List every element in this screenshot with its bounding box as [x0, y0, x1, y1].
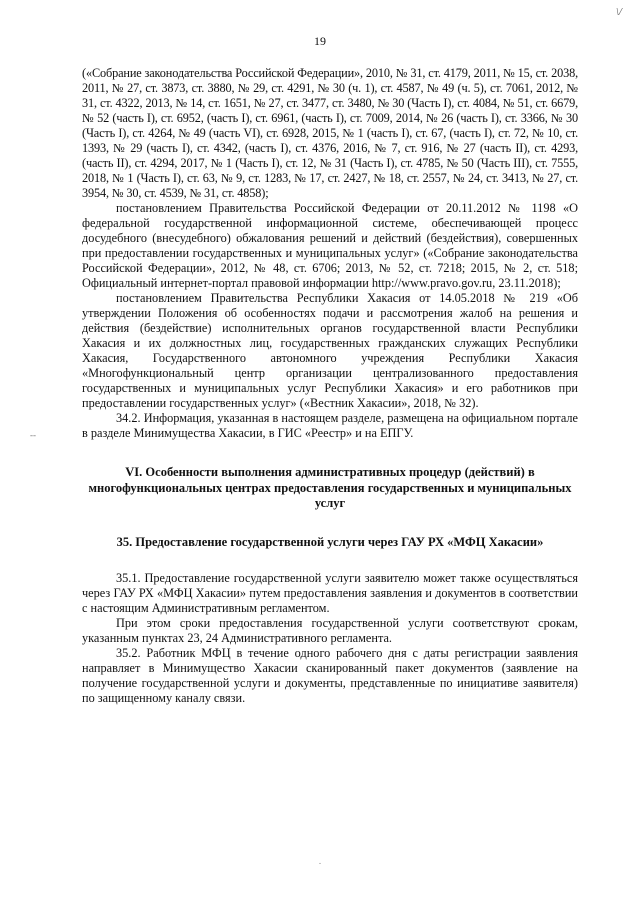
page-number: 19 [314, 34, 326, 48]
paragraph-34-2: 34.2. Информация, указанная в настоящем разделе, размещена на официальном портале в разделе Минимущества Хакасии, в ГИС «Реестр» и на ЕПГУ. [82, 411, 578, 440]
paragraph-35-1: 35.1. Предоставление государственной услуги заявителю может также осуществляться через ГАУ РХ «МФЦ Хакасии» путем предоставления заявления и документов в соответствии с настоящим Административным регламентом. [82, 571, 578, 615]
resolution-paragraph-1198: постановлением Правительства Российской Федерации от 20.11.2012 № 1198 «О федеральной государственной информационной системе, обеспечивающей процесс досудебного (внесудебного) обжалования решений и действий (бездействия), совершенных при предоставлении государственных и муниципальных услуг» («Собрание законодательства Российской Федерации», 2012, № 48, ст. 6706; 2013, № 52, ст. 7218; 2015, № 2, ст. 518; Официальный интернет-портал правовой информации http://www.pravo.gov.ru, 23.11.2018); [82, 201, 578, 290]
section-heading: VI. Особенности выполнения административных процедур (действий) в многофункциональных центрах предоставления государственных и муниципальных услуг [88, 465, 572, 510]
margin-mark: -- [30, 430, 36, 440]
paragraph-35-2: 35.2. Работник МФЦ в течение одного рабочего дня с даты регистрации заявления направляет в Минимущество Хакасии сканированный пакет документов (заявление на получение государственной услуги и документы, представленные по инициативе заявителя) по защищенному каналу связи. [82, 646, 578, 705]
legal-citation-paragraph: («Собрание законодательства Российской Федерации», 2010, № 31, ст. 4179, 2011, № 15, ст. 2038, 2011, № 27, ст. 3873, ст. 3880, № 29, ст. 4291, № 30 (ч. 1), ст. 4587, № 49 (ч. 5), ст. 7061, 2012, № 31, ст. 4322, 2013, № 14, ст. 1651, № 27, ст. 3477, ст. 3480, № 30 (Часть I), ст. 4084, № 51, ст. 6679, № 52 (часть I), ст. 6952, (часть I), ст. 6961, (часть I), ст. 7009, 2014, № 26 (часть I), ст. 3366, № 30 (Часть I), ст. 4264, № 49 (часть VI), ст. 6928, 2015, № 1 (часть I), ст. 67, (часть I), ст. 72, № 10, ст. 1393, № 29 (часть I), ст. 4342, (часть I), ст. 4376, 2016, № 7, ст. 916, № 27 (часть II), ст. 4293, (часть II), ст. 4294, 2017, № 1 (Часть I), ст. 12, № 31 (Часть I), ст. 4785, № 50 (Часть III), ст. 7555, 2018, № 1 (Часть I), ст. 63, № 9, ст. 1283, № 17, ст. 2427, № 18, ст. 2557, № 24, ст. 3413, № 27, ст. 3954, № 30, ст. 4539, № 31, ст. 4858); [82, 66, 578, 200]
resolution-paragraph-219: постановлением Правительства Республики Хакасия от 14.05.2018 № 219 «Об утверждении Положения об особенностях подачи и рассмотрения жалоб на решения и действия (бездействие) исполнительных органов государственной власти Республики Хакасия и их должностных лиц, государственных гражданских служащих Республики Хакасия, Государственного автономного учреждения Республики Хакасия «Многофункциональный центр организации централизованного предоставления государственных и муниципальных услуг Республики Хакасия» и его работников при предоставлении государственных услуг» («Вестник Хакасии», 2018, № 32). [82, 291, 578, 410]
document-body [82, 66, 578, 706]
footer-mark: . [318, 856, 322, 866]
subsection-heading: 35. Предоставление государственной услуги через ГАУ РХ «МФЦ Хакасии» [116, 534, 544, 549]
paragraph-deadlines: При этом сроки предоставления государственной услуги соответствуют срокам, указанным пунктах 23, 24 Административного регламента. [82, 616, 578, 645]
corner-handwritten-mark: \/ [615, 6, 622, 18]
